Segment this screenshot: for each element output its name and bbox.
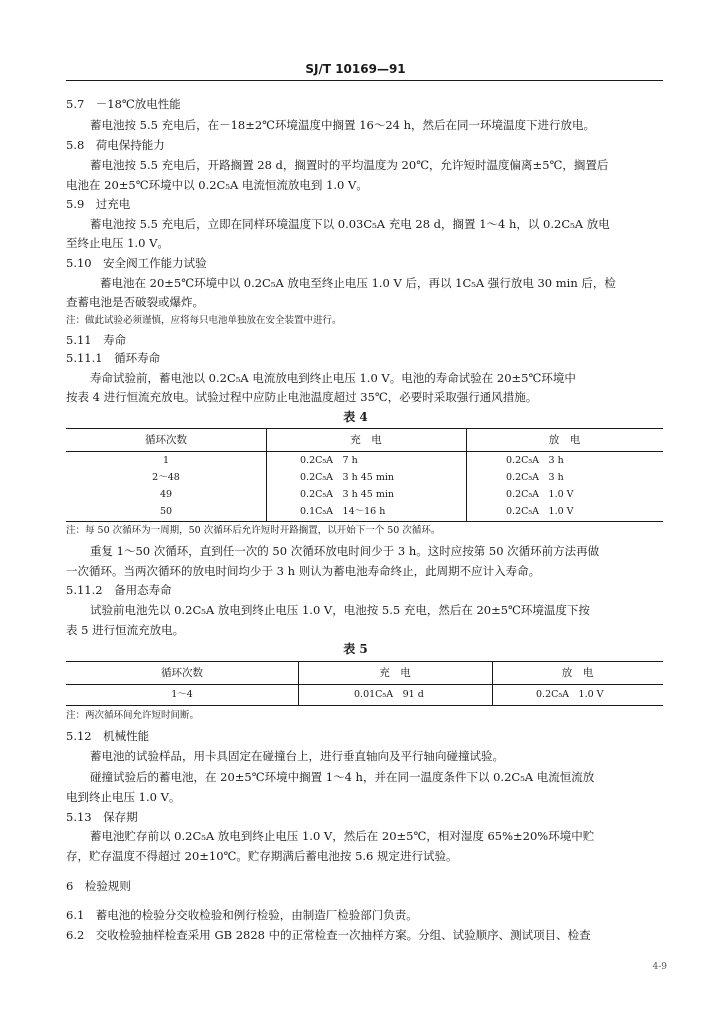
table-4-header-charge: 充 电 bbox=[350, 434, 382, 446]
section-5-11-title: 5.11 寿命 bbox=[66, 333, 127, 347]
table-4-top-rule bbox=[66, 428, 663, 429]
section-5-12-text-1: 蓄电池的试验样品，用卡具固定在碰撞台上，进行垂直轴向及平行轴向碰撞试验。 bbox=[90, 749, 504, 763]
table-5-header-rule bbox=[66, 684, 663, 685]
table-4-bottom-rule bbox=[66, 521, 663, 522]
table-5-header-discharge: 放 电 bbox=[561, 667, 594, 679]
cell-cycles: 49 bbox=[159, 489, 173, 500]
table-row bbox=[66, 686, 663, 703]
table-4-header-cycles: 循环次数 bbox=[145, 434, 187, 446]
cell-charge: 0.1C₅A 14～16 h bbox=[300, 506, 386, 517]
table-5-header-cycles: 循环次数 bbox=[161, 667, 203, 679]
section-5-9-title: 5.9 过充电 bbox=[66, 197, 131, 211]
table-4-divider bbox=[466, 428, 467, 521]
section-5-7-text: 蓄电池按 5.5 充电后，在－18±2℃环境温度中搁置 16～24 h，然后在同一环境温度下进行放电。 bbox=[90, 118, 596, 132]
section-5-10-title: 5.10 安全阀工作能力试验 bbox=[66, 256, 207, 270]
table-row bbox=[66, 452, 663, 469]
section-5-12-text-2: 碰撞试验后的蓄电池，在 20±5℃环境中搁置 1～4 h，并在同一温度条件下以 0.2C₅A 电流恒流放 bbox=[90, 770, 595, 784]
table-4-header bbox=[66, 430, 663, 450]
table-4-divider bbox=[266, 428, 267, 521]
section-5-12-text-3: 电到终止电压 1.0 V。 bbox=[66, 790, 181, 804]
cell-discharge: 0.2C₅A 3 h bbox=[506, 472, 564, 483]
section-5-11-1-text-3: 重复 1～50 次循环，直到任一次的 50 次循环放电时间少于 3 h。这时应按第 50 次循环前方法再做 bbox=[90, 544, 600, 558]
cell-charge: 0.01C₅A 91 d bbox=[354, 689, 424, 700]
table-5-caption: 表 5 bbox=[343, 642, 368, 656]
section-5-11-1-text-2: 按表 4 进行恒流充放电。试验过程中应防止电池温度超过 35℃，必要时采取强行通风措施。 bbox=[66, 390, 538, 404]
section-5-9-text-1: 蓄电池按 5.5 充电后，立即在同样环境温度下以 0.03C₅A 充电 28 d，搁置 1～4 h，以 0.2C₅A 放电 bbox=[90, 217, 610, 231]
table-5-divider bbox=[298, 661, 299, 705]
section-5-11-2-text-1: 试验前电池先以 0.2C₅A 放电到终止电压 1.0 V，电池按 5.5 充电，然后在 20±5℃环境温度下按 bbox=[90, 603, 590, 617]
cell-charge: 0.2C₅A 3 h 45 min bbox=[300, 489, 395, 500]
table-5-bottom-rule bbox=[66, 705, 663, 706]
section-6-title: 6 检验规则 bbox=[66, 879, 131, 893]
section-5-7-title: 5.7 －18℃放电性能 bbox=[66, 97, 181, 111]
table-5-note: 注：两次循环间允许短时间断。 bbox=[66, 710, 200, 721]
section-5-9-text-2: 至终止电压 1.0 V。 bbox=[66, 236, 169, 250]
table-row bbox=[66, 486, 663, 503]
table-5-header bbox=[66, 663, 663, 683]
section-5-11-1-title: 5.11.1 循环寿命 bbox=[66, 351, 161, 365]
section-5-8-text-2: 电池在 20±5℃环境中以 0.2C₅A 电流恒流放电到 1.0 V。 bbox=[66, 178, 368, 192]
table-4-note: 注：每 50 次循环为一周期，50 次循环后允许短时开路搁置，以开始下一个 50 次循环。 bbox=[66, 525, 441, 536]
header-rule bbox=[66, 80, 663, 81]
cell-cycles: 50 bbox=[159, 506, 173, 517]
table-row bbox=[66, 503, 663, 520]
cell-charge: 0.2C₅A 7 h bbox=[300, 455, 358, 466]
cell-cycles: 2～48 bbox=[152, 472, 180, 483]
section-5-12-title: 5.12 机械性能 bbox=[66, 729, 150, 743]
cell-cycles: 1～4 bbox=[171, 689, 193, 700]
section-6-2-text: 6.2 交收检验抽样检查采用 GB 2828 中的正常检查一次抽样方案。分组、试验顺序、测试项目、检查 bbox=[66, 928, 591, 942]
section-6-1-text: 6.1 蓄电池的检验分交收检验和例行检验，由制造厂检验部门负责。 bbox=[66, 908, 418, 922]
section-5-13-text-2: 存，贮存温度不得超过 20±10℃。贮存期满后蓄电池按 5.6 规定进行试验。 bbox=[66, 849, 458, 863]
cell-discharge: 0.2C₅A 1.0 V bbox=[506, 506, 574, 517]
section-5-11-2-title: 5.11.2 备用态寿命 bbox=[66, 583, 172, 597]
cell-discharge: 0.2C₅A 1.0 V bbox=[536, 689, 604, 700]
table-4-header-discharge: 放 电 bbox=[548, 434, 581, 446]
section-5-10-note: 注：做此试验必须谨慎，应将每只电池单独放在安全装置中进行。 bbox=[66, 315, 342, 326]
section-5-11-2-text-2: 表 5 进行恒流充放电。 bbox=[66, 623, 185, 637]
section-5-11-1-text-1: 寿命试验前，蓄电池以 0.2C₅A 电流放电到终止电压 1.0 V。电池的寿命试验在 20±5℃环境中 bbox=[90, 371, 576, 385]
section-5-10-text-2: 查蓄电池是否破裂或爆炸。 bbox=[66, 295, 204, 309]
cell-cycles: 1 bbox=[162, 455, 170, 466]
cell-discharge: 0.2C₅A 1.0 V bbox=[506, 489, 574, 500]
cell-discharge: 0.2C₅A 3 h bbox=[506, 455, 564, 466]
section-5-13-text-1: 蓄电池贮存前以 0.2C₅A 放电到终止电压 1.0 V，然后在 20±5℃，相对湿度 65%±20%环境中贮 bbox=[90, 829, 595, 843]
table-row bbox=[66, 469, 663, 486]
cell-charge: 0.2C₅A 3 h 45 min bbox=[300, 472, 395, 483]
section-5-8-text-1: 蓄电池按 5.5 充电后，开路搁置 28 d，搁置时的平均温度为 20℃，允许短时温度偏离±5℃，搁置后 bbox=[90, 158, 609, 172]
section-5-13-title: 5.13 保存期 bbox=[66, 810, 138, 824]
section-5-11-1-text-4: 一次循环。当两次循环的放电时间均少于 3 h 则认为蓄电池寿命终止，此周期不应计入寿命。 bbox=[66, 564, 541, 578]
page-number: 4-9 bbox=[652, 962, 667, 972]
section-5-10-text-1: 蓄电池在 20±5℃环境中以 0.2C₅A 放电至终止电压 1.0 V 后，再以 1C₅A 强行放电 30 min 后，检 bbox=[100, 276, 616, 290]
table-5-header-charge: 充 电 bbox=[379, 667, 411, 679]
table-5-divider bbox=[492, 661, 493, 705]
section-5-8-title: 5.8 荷电保持能力 bbox=[66, 138, 165, 152]
table-4-caption: 表 4 bbox=[343, 410, 368, 424]
standard-header: SJ/T 10169—91 bbox=[305, 62, 406, 76]
table-5-top-rule bbox=[66, 661, 663, 662]
